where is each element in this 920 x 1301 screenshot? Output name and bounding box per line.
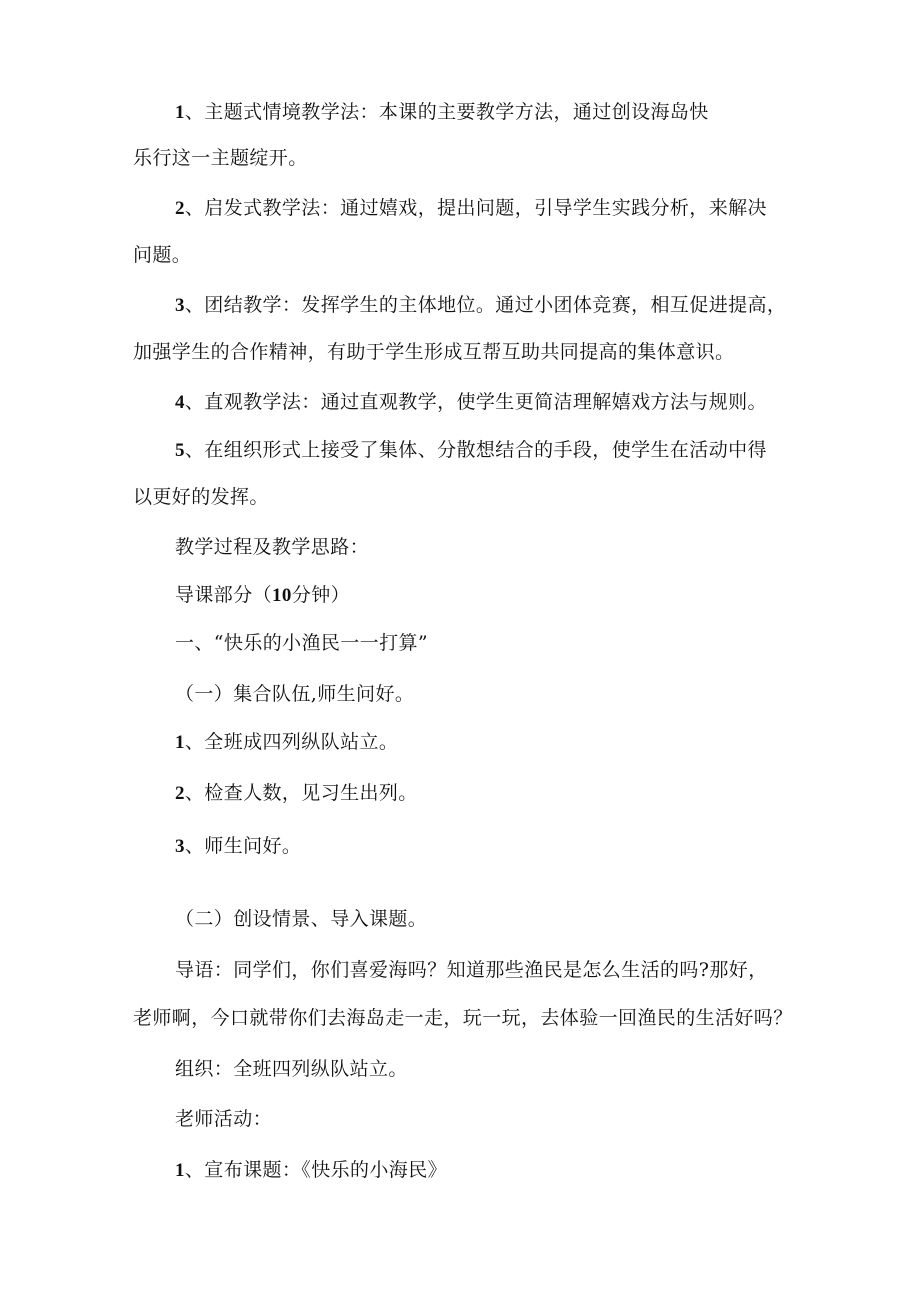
sub1-item-1-number: 1 bbox=[175, 732, 185, 753]
method-2-number: 2 bbox=[175, 198, 185, 219]
sub1-item-2-text: 、检查人数，见习生出列。 bbox=[184, 782, 418, 804]
guide-line-1: 导语：同学们，你们喜爱海吗？知道那些渔民是怎么生活的吗?那好， bbox=[175, 959, 768, 981]
method-4-number: 4 bbox=[175, 392, 185, 413]
method-4-line-1 bbox=[175, 389, 767, 416]
method-5-line-2: 以更好的发挥。 bbox=[133, 486, 269, 508]
sub1-item-1 bbox=[175, 729, 398, 756]
method-5-line-1 bbox=[175, 437, 767, 464]
intro-minutes: 10 bbox=[272, 585, 292, 606]
process-heading: 教学过程及教学思路： bbox=[175, 536, 370, 558]
subsection-1-title: （一）集合队伍,师生问好。 bbox=[175, 683, 415, 705]
method-2-text: 、启发式教学法：通过嬉戏，提出问题，引导学生实践分析，来解决 bbox=[184, 197, 767, 219]
guide-line-2: 老师啊，今口就带你们去海岛走一走，玩一玩，去体验一回渔民的生活好吗？ bbox=[133, 1007, 793, 1029]
method-1-line-2: 乐行这一主题绽开。 bbox=[133, 147, 308, 169]
intro-post: 分钟） bbox=[291, 584, 351, 606]
sub1-item-3-text: 、师生问好。 bbox=[184, 835, 302, 857]
sub1-item-2 bbox=[175, 780, 418, 807]
subsection-2-title: （二）创设情景、导入课题。 bbox=[175, 908, 428, 930]
announce-text: 、宣布课题：《快乐的小海民》 bbox=[184, 1159, 448, 1181]
method-5-number: 5 bbox=[175, 440, 185, 461]
section-1-title: 一、“快乐的小渔民一一打算” bbox=[175, 632, 429, 654]
method-1-line-1 bbox=[175, 99, 709, 126]
teacher-activity-heading: 老师活动： bbox=[175, 1108, 273, 1130]
method-2-line-2: 问题。 bbox=[133, 244, 192, 266]
method-2-line-1 bbox=[175, 195, 767, 222]
method-3-text: 、团结教学：发挥学生的主体地位。通过小团体竞赛，相互促进提高， bbox=[184, 294, 787, 316]
method-1-number: 1 bbox=[175, 102, 185, 123]
method-5-text: 、在组织形式上接受了集体、分散想结合的手段，使学生在活动中得 bbox=[184, 439, 767, 461]
announce-item bbox=[175, 1157, 447, 1184]
method-3-line-1 bbox=[175, 292, 786, 319]
intro-heading bbox=[175, 582, 350, 609]
intro-pre: 导课部分（ bbox=[175, 584, 273, 606]
method-4-text: 、直观教学法：通过直观教学，使学生更简洁理解嬉戏方法与规则。 bbox=[184, 391, 767, 413]
method-3-number: 3 bbox=[175, 295, 185, 316]
sub1-item-3-number: 3 bbox=[175, 836, 185, 857]
organize-line: 组织：全班四列纵队站立。 bbox=[175, 1058, 408, 1080]
sub1-item-1-text: 、全班成四列纵队站立。 bbox=[184, 731, 399, 753]
method-3-line-2: 加强学生的合作精神，有助于学生形成互帮互助共同提高的集体意识。 bbox=[133, 341, 735, 363]
announce-number: 1 bbox=[175, 1160, 185, 1181]
sub1-item-2-number: 2 bbox=[175, 783, 185, 804]
method-1-text: 、主题式情境教学法：本课的主要教学方法，通过创设海岛快 bbox=[184, 101, 709, 123]
sub1-item-3 bbox=[175, 833, 301, 860]
